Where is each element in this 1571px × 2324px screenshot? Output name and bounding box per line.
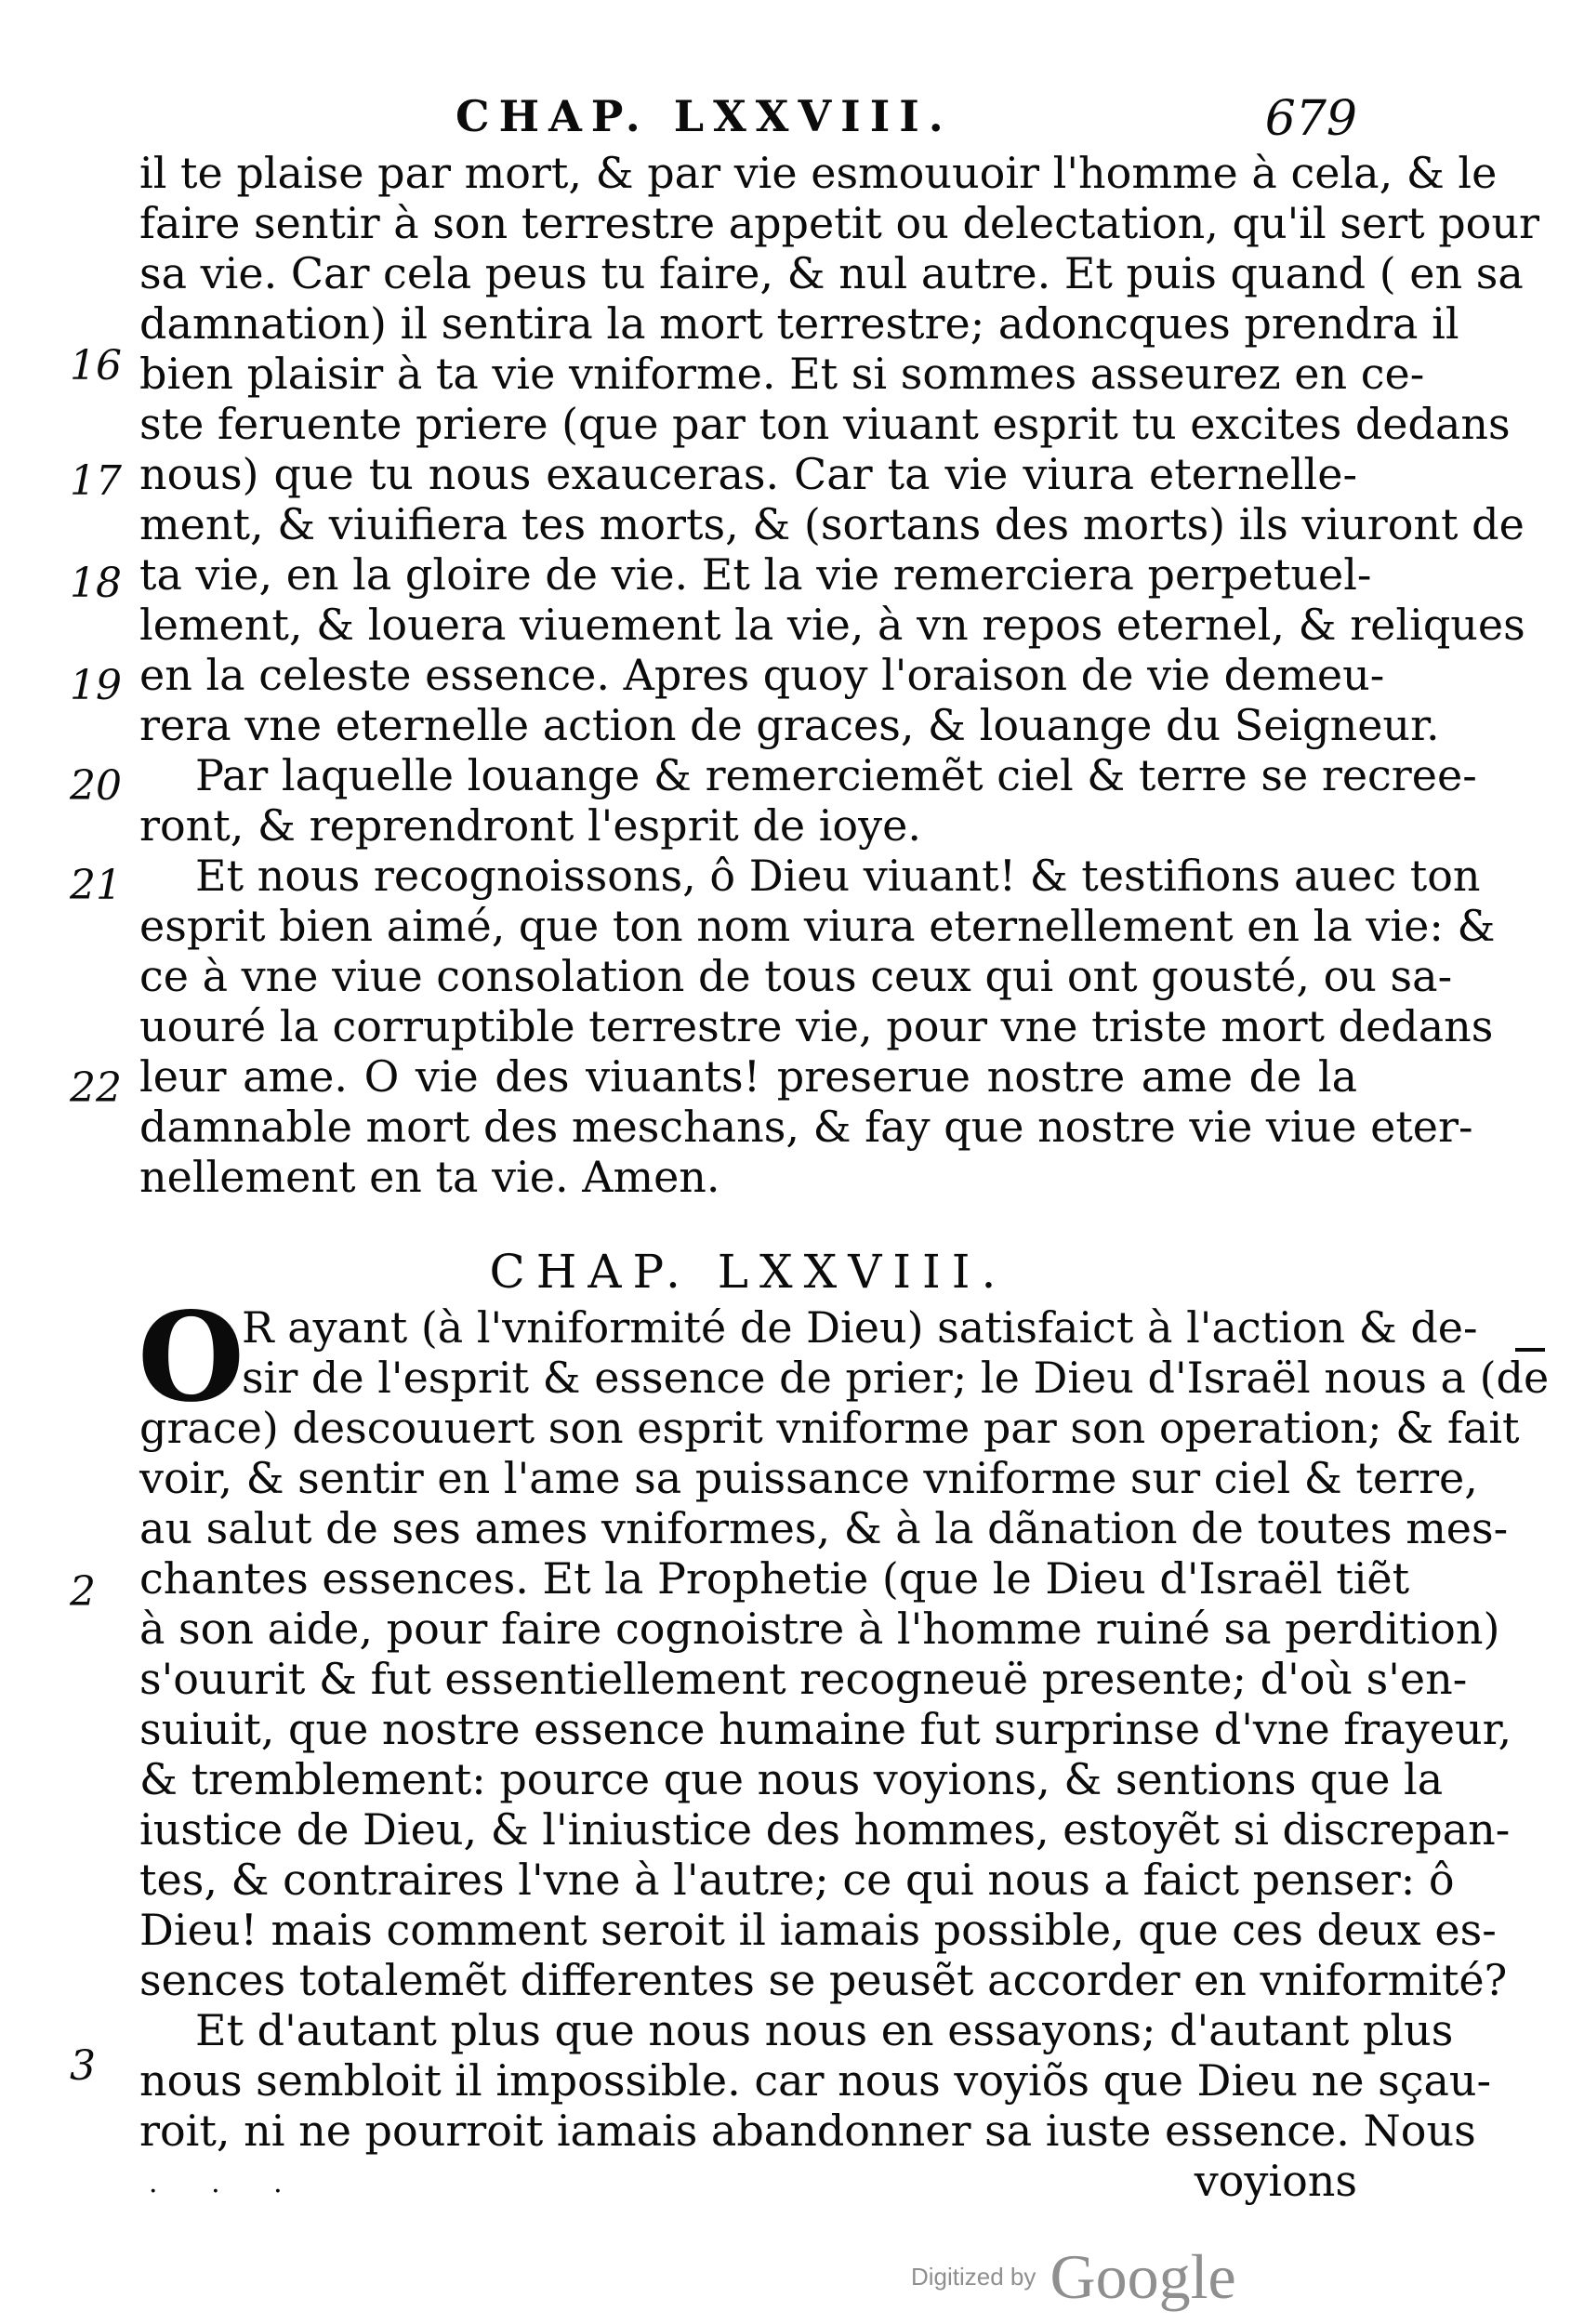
text-line: ment, & viuifiera tes morts, & (sortans des morts) ils viuront de: [139, 499, 1525, 549]
text-line: & tremblement: pource que nous voyions, & sentions que la: [139, 1754, 1444, 1804]
google-wordmark: Google: [1050, 2241, 1236, 2312]
chapter-heading: CHAP. LXXVIII.: [489, 1245, 1008, 1299]
drop-cap: O: [138, 1286, 244, 1430]
text-line: Dieu! mais comment seroit il iamais possible, que ces deux es-: [139, 1905, 1497, 1955]
text-line: chantes essences. Et la Prophetie (que le Dieu d'Israël tiẽt: [139, 1553, 1410, 1604]
text-line: damnable mort des meschans, & fay que nostre vie viue eter-: [139, 1102, 1473, 1152]
running-head: CHAP. LXXVIII.: [455, 91, 953, 141]
page-header: [139, 91, 1357, 147]
text-line: bien plaisir à ta vie vniforme. Et si sommes asseurez en ce-: [139, 349, 1425, 399]
text-line: voir, & sentir en l'ame sa puissance vniforme sur ciel & terre,: [139, 1453, 1478, 1503]
text-line: à son aide, pour faire cognoistre à l'homme ruiné sa perdition): [139, 1604, 1500, 1654]
text-line: R ayant (à l'vniformité de Dieu) satisfaict à l'action & de-: [242, 1302, 1478, 1353]
text-line: il te plaise par mort, & par vie esmouuoir l'homme à cela, & le: [139, 148, 1498, 198]
ink-specks: · · ·: [149, 2175, 305, 2208]
margin-mark: [1515, 1348, 1545, 1352]
verse-number: 17: [70, 457, 122, 505]
text-line: nous) que tu nous exauceras. Car ta vie viura eternelle-: [139, 449, 1357, 499]
verse-number: 19: [70, 662, 122, 709]
verse-number: 18: [70, 560, 122, 607]
digitization-watermark: [911, 2240, 1236, 2324]
text-line: sences totalemẽt differentes se peusẽt accorder en vniformité?: [139, 1955, 1508, 2005]
catchword: voyions: [1194, 2156, 1357, 2206]
text-line: ront, & reprendront l'esprit de ioye.: [139, 800, 921, 851]
text-line: esprit bien aimé, que ton nom viura eternellement en la vie: &: [139, 901, 1496, 951]
verse-number: 3: [70, 2042, 96, 2090]
verse-number: 2: [70, 1568, 96, 1616]
text-line: sa vie. Car cela peus tu faire, & nul autre. Et puis quand ( en sa: [139, 248, 1524, 298]
watermark-caption: Digitized by: [911, 2263, 1036, 2291]
text-line: grace) descouuert son esprit vniforme par son operation; & fait: [139, 1403, 1520, 1453]
verse-number: 16: [70, 342, 122, 390]
text-line: iustice de Dieu, & l'iniustice des hommes, estoyẽt si discrepan-: [139, 1804, 1511, 1855]
text-line: ce à vne viue consolation de tous ceux qui ont gousté, ou sa-: [139, 951, 1453, 1001]
text-line: roit, ni ne pourroit iamais abandonner sa iuste essence. Nous: [139, 2106, 1476, 2156]
text-line: nous sembloit il impossible. car nous voyiõs que Dieu ne sçau-: [139, 2055, 1492, 2106]
text-line: Et nous recognoissons, ô Dieu viuant! & testifions auec ton: [195, 851, 1481, 901]
text-line: damnation) il sentira la mort terrestre; adoncques prendra il: [139, 298, 1459, 349]
text-line: leur ame. O vie des viuants! preserue nostre ame de la: [139, 1051, 1357, 1102]
verse-number: 21: [70, 862, 122, 909]
text-line: faire sentir à son terrestre appetit ou delectation, qu'il sert pour: [139, 198, 1539, 248]
verse-number: 20: [70, 762, 122, 810]
text-line: au salut de ses ames vniformes, & à la dãnation de toutes mes-: [139, 1503, 1509, 1553]
text-line: s'ouurit & fut essentiellement recogneuë presente; d'où s'en-: [139, 1654, 1468, 1704]
page-number: 679: [1264, 91, 1357, 147]
text-line: sir de l'esprit & essence de prier; le Dieu d'Israël nous a (de: [242, 1353, 1550, 1403]
text-line: lement, & louera viuement la vie, à vn repos eternel, & reliques: [139, 600, 1525, 650]
text-line: tes, & contraires l'vne à l'autre; ce qui nous a faict penser: ô: [139, 1855, 1455, 1905]
text-line: en la celeste essence. Apres quoy l'oraison de vie demeu-: [139, 650, 1385, 700]
verse-number: 22: [70, 1064, 122, 1112]
text-line: suiuit, que nostre essence humaine fut surprinse d'vne frayeur,: [139, 1704, 1512, 1754]
text-line: rera vne eternelle action de graces, & louange du Seigneur.: [139, 700, 1440, 750]
text-line: Par laquelle louange & remerciemẽt ciel & terre se recree-: [195, 750, 1477, 800]
text-line: Et d'autant plus que nous nous en essayons; d'autant plus: [195, 2005, 1454, 2055]
text-line: nellement en ta vie. Amen.: [139, 1152, 720, 1202]
text-line: ta vie, en la gloire de vie. Et la vie remerciera perpetuel-: [139, 549, 1372, 600]
text-line: ste feruente priere (que par ton viuant esprit tu excites dedans: [139, 399, 1511, 449]
text-line: uouré la corruptible terrestre vie, pour vne triste mort dedans: [139, 1001, 1494, 1051]
